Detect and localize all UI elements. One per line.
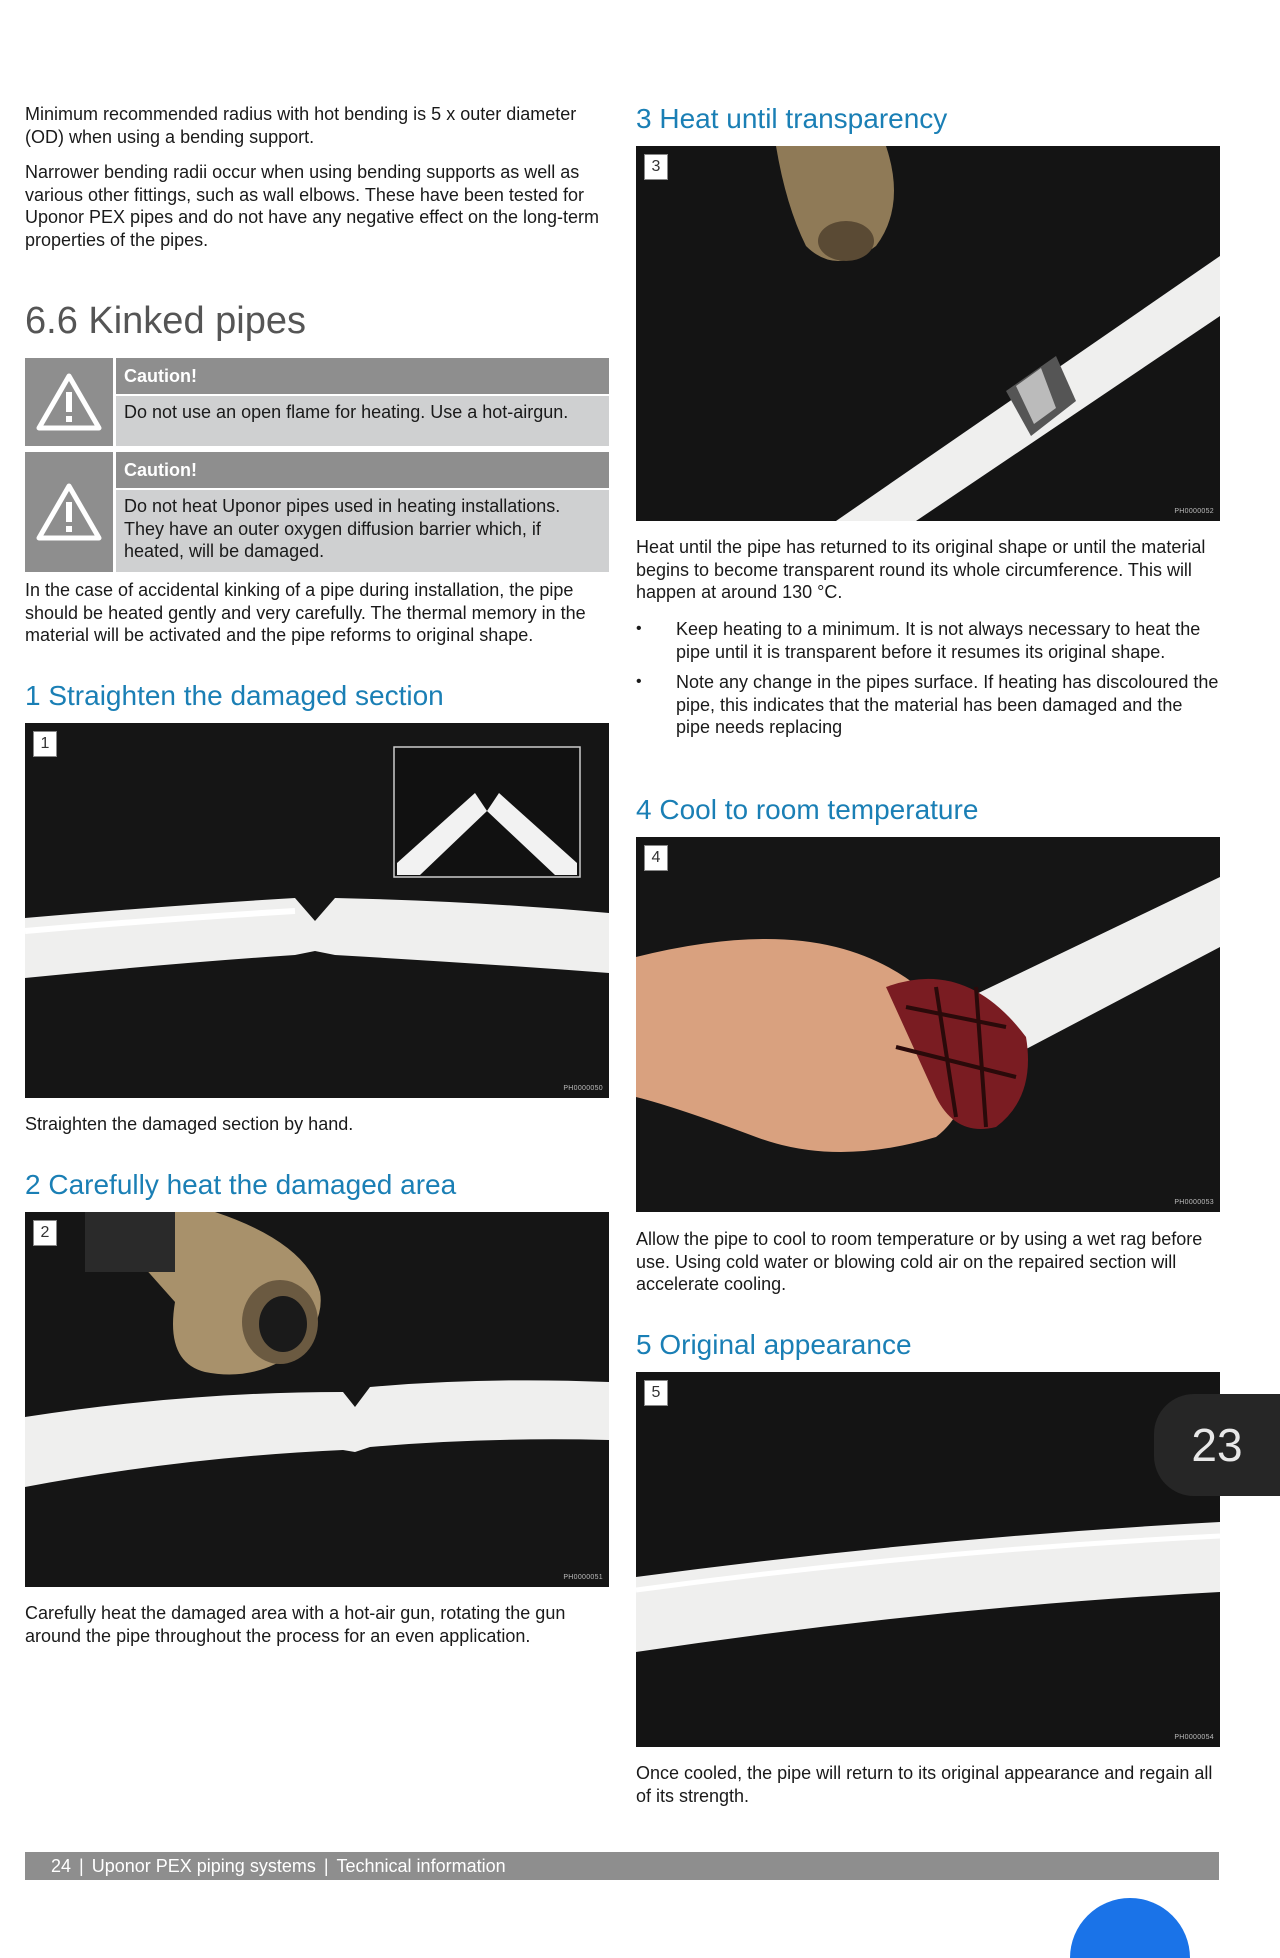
- photo-number: 3: [644, 154, 668, 180]
- list-item: • Note any change in the pipes surface. If heating has discoloured the pipe, this indicates that the material has been damaged and the pipe needs replacing: [636, 671, 1220, 739]
- footer-separator: |: [323, 1856, 329, 1876]
- caution-box-2: [25, 452, 609, 572]
- photo-code: PH0000052: [1174, 508, 1214, 515]
- warning-triangle-icon: [25, 452, 113, 572]
- footer-publication: Uponor PEX piping systems: [91, 1856, 316, 1876]
- step-5-photo: [636, 1372, 1220, 1747]
- caution-label: Caution!: [116, 358, 609, 394]
- step-4-caption: Allow the pipe to cool to room temperature or by using a wet rag before use. Using cold water or blowing cold air on the repaired section will accelerate cooling.: [636, 1229, 1203, 1294]
- warning-triangle-icon: [25, 358, 113, 446]
- caution-box-1: [25, 358, 609, 446]
- photo-code: PH0000053: [1174, 1199, 1214, 1206]
- photo-number: 2: [33, 1220, 57, 1246]
- page-number-tab: 23: [1154, 1394, 1280, 1496]
- photo-number: 4: [644, 845, 668, 871]
- step-2-caption: Carefully heat the damaged area with a hot-air gun, rotating the gun around the pipe throughout the process for an even application.: [25, 1603, 566, 1646]
- step-2-photo: [25, 1212, 609, 1587]
- list-item: • Keep heating to a minimum. It is not always necessary to heat the pipe until it is transparent before it resumes its original shape.: [636, 618, 1220, 663]
- step-5-heading: 5 Original appearance: [636, 1329, 912, 1360]
- step-3-caption: Heat until the pipe has returned to its original shape or until the material begins to become transparent round its whole circumference. This will happen at around 130 °C.: [636, 537, 1206, 602]
- intro-paragraph-2: Narrower bending radii occur when using bending supports as well as various other fittings, such as wall elbows. These have been tested for Uponor PEX pipes and do not have any negative effect on the long-term properties of the pipes.: [25, 162, 600, 250]
- step-4-photo: [636, 837, 1220, 1212]
- step-1-heading: 1 Straighten the damaged section: [25, 680, 444, 711]
- photo-number: 5: [644, 1380, 668, 1406]
- caution-text: Do not heat Uponor pipes used in heating installations. They have an outer oxygen diffusion barrier which, if heated, will be damaged.: [116, 490, 609, 572]
- intro-paragraph-1: Minimum recommended radius with hot bending is 5 x outer diameter (OD) when using a bending support.: [25, 104, 577, 147]
- kink-intro-paragraph: In the case of accidental kinking of a pipe during installation, the pipe should be heated gently and very carefully. The thermal memory in the material will be activated and the pipe reforms to original shape.: [25, 580, 586, 645]
- step-4-heading: 4 Cool to room temperature: [636, 794, 979, 825]
- section-title: 6.6 Kinked pipes: [25, 300, 306, 342]
- floating-action-button[interactable]: [1070, 1898, 1190, 1958]
- footer-separator: |: [79, 1856, 84, 1876]
- caution-label: Caution!: [116, 452, 609, 488]
- footer-section: Technical information: [336, 1856, 506, 1876]
- footer-page-number: 24: [51, 1856, 72, 1876]
- caution-text: Do not use an open flame for heating. Use a hot-airgun.: [116, 396, 609, 446]
- page-footer: [25, 1852, 1219, 1880]
- step-1-photo: [25, 723, 609, 1098]
- photo-number: 1: [33, 731, 57, 757]
- step-1-caption: Straighten the damaged section by hand.: [25, 1114, 354, 1134]
- photo-code: PH0000054: [1174, 1734, 1214, 1741]
- step-5-caption: Once cooled, the pipe will return to its original appearance and regain all of its strength.: [636, 1763, 1213, 1806]
- step-2-heading: 2 Carefully heat the damaged area: [25, 1169, 457, 1200]
- photo-code: PH0000051: [563, 1574, 603, 1581]
- step-3-bullets: [636, 618, 1220, 747]
- photo-code: PH0000050: [563, 1085, 603, 1092]
- step-3-heading: 3 Heat until transparency: [636, 103, 948, 134]
- step-3-photo: [636, 146, 1220, 521]
